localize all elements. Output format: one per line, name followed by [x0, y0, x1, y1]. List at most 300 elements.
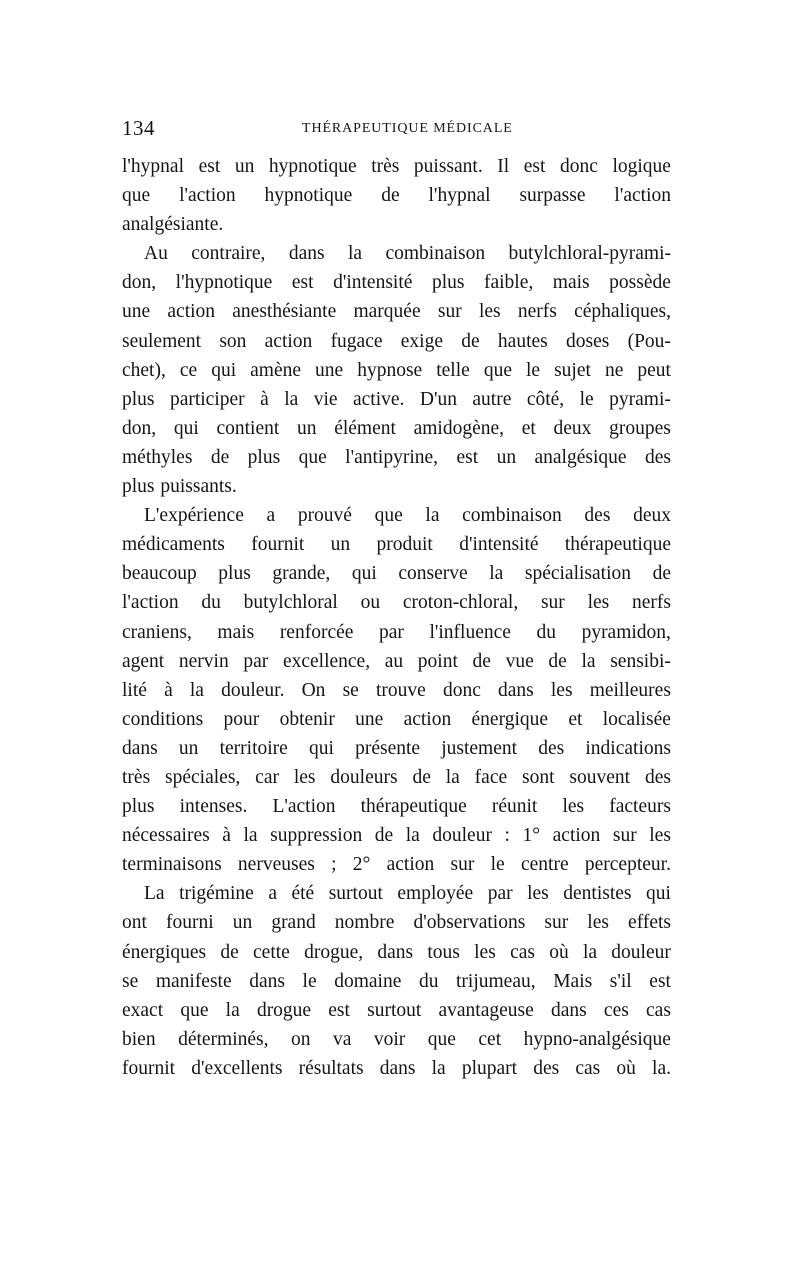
word: L'expérience: [144, 505, 244, 527]
word: que: [122, 185, 151, 207]
word: élément: [334, 417, 396, 439]
text-line: [122, 327, 671, 356]
word: la.: [652, 1057, 671, 1079]
word: ce: [179, 359, 198, 381]
word: avantageuse: [438, 999, 534, 1021]
word: croton-chloral,: [402, 592, 519, 614]
word: surtout: [328, 883, 383, 905]
word: puissant.: [413, 156, 483, 177]
word: plus: [122, 476, 155, 498]
text-line: [122, 588, 671, 617]
word: spéciales,: [165, 766, 241, 788]
word: à: [164, 679, 173, 701]
word: employée: [397, 883, 474, 905]
running-title: THÉRAPEUTIQUE MÉDICALE: [302, 121, 513, 136]
word: une: [315, 359, 344, 381]
word: qui: [211, 359, 237, 381]
text-line: [122, 734, 671, 763]
word: des: [533, 1057, 560, 1079]
word: sur: [437, 301, 462, 323]
word: ou: [360, 592, 381, 614]
word: les: [550, 679, 573, 701]
word: excellence,: [282, 650, 371, 672]
word: cette: [253, 941, 290, 963]
word: est: [198, 156, 221, 177]
word: du: [418, 970, 439, 992]
word: vue: [505, 650, 534, 672]
word: deux: [633, 505, 671, 527]
word: le: [490, 854, 505, 876]
word: été: [291, 883, 315, 905]
word: thérapeutique: [564, 534, 671, 556]
word: participer: [169, 388, 245, 410]
word: grand: [271, 912, 316, 934]
word: de: [381, 185, 400, 207]
word: analgésiante.: [122, 214, 224, 236]
word: le: [526, 359, 541, 381]
word: une: [122, 301, 151, 323]
word: l'antipyrine,: [345, 446, 439, 468]
word: grande,: [272, 563, 331, 585]
word: un: [296, 417, 317, 439]
word: les: [527, 883, 549, 905]
word: hypnose: [357, 359, 423, 381]
word: mais: [552, 272, 590, 294]
word: un: [496, 446, 517, 468]
word: prouvé: [297, 505, 352, 527]
word: 2°: [352, 854, 371, 876]
word: l'hypnal: [122, 156, 185, 177]
word: analgésique: [534, 446, 627, 468]
word: cas: [510, 941, 535, 963]
word: douleur.: [221, 679, 285, 701]
text-line: [122, 414, 671, 443]
word: point: [417, 650, 458, 672]
word: la: [425, 505, 440, 527]
text-line: [122, 1054, 671, 1083]
word: cas: [575, 1057, 601, 1079]
word: sur: [450, 854, 475, 876]
word: trouve: [375, 679, 426, 701]
word: dans: [122, 737, 158, 759]
word: le: [302, 970, 317, 992]
text-line: [122, 239, 671, 268]
word: plupart: [461, 1057, 518, 1079]
word: butylchloral-pyrami-: [508, 243, 671, 265]
word: tous: [427, 941, 460, 963]
word: meilleures: [589, 679, 671, 701]
word: douleur: [611, 941, 671, 963]
word: l'action: [122, 592, 179, 614]
word: dans: [497, 679, 534, 701]
word: la: [581, 650, 596, 672]
word: des: [538, 737, 565, 759]
word: céphaliques,: [574, 301, 671, 323]
word: cas: [646, 999, 671, 1021]
text-line: [122, 443, 671, 472]
text-line: [122, 210, 671, 239]
text-line: [122, 385, 671, 414]
word: une: [355, 708, 384, 730]
word: méthyles: [122, 446, 193, 468]
word: un: [178, 737, 199, 759]
word: don,: [122, 417, 157, 439]
word: est: [523, 156, 546, 177]
word: spécialisation: [524, 563, 631, 585]
word: par: [378, 621, 404, 643]
word: anesthésiante: [232, 301, 337, 323]
word: des: [584, 505, 611, 527]
word: où: [616, 1057, 636, 1079]
text-line: [122, 647, 671, 676]
word: surpasse: [519, 185, 586, 207]
word: ne: [604, 359, 624, 381]
word: la: [582, 941, 598, 963]
word: dans: [249, 970, 285, 992]
page-number: 134: [122, 116, 155, 140]
word: butylchloral: [243, 592, 338, 614]
word: possède: [609, 272, 671, 294]
word: amène: [250, 359, 302, 381]
word: contraire,: [191, 243, 266, 265]
word: est: [328, 999, 350, 1021]
text-line: [122, 530, 671, 559]
word: Mais: [553, 970, 593, 992]
text-line: [122, 559, 671, 588]
word: fournit: [251, 534, 305, 556]
text-line: [122, 763, 671, 792]
word: la: [347, 243, 363, 265]
word: que: [298, 446, 327, 468]
word: action: [552, 825, 601, 847]
word: son: [219, 330, 247, 352]
word: conserve: [398, 563, 468, 585]
text-line: [122, 356, 671, 385]
word: intenses.: [179, 796, 248, 818]
text-line: [122, 908, 671, 937]
text-line: [122, 1025, 671, 1054]
text-line: [122, 181, 671, 210]
word: qui: [351, 563, 377, 585]
word: centre: [520, 854, 569, 876]
word: trigémine: [179, 883, 254, 905]
word: marquée: [353, 301, 421, 323]
word: la: [225, 999, 240, 1021]
word: les: [474, 941, 496, 963]
word: sur: [612, 825, 637, 847]
word: d'intensité: [333, 272, 413, 294]
word: les: [587, 592, 610, 614]
word: car: [255, 766, 279, 788]
word: souvent: [569, 766, 631, 788]
word: est: [649, 970, 671, 992]
word: percepteur.: [584, 854, 671, 876]
word: craniens,: [122, 621, 192, 643]
text-line: [122, 879, 671, 908]
word: côté,: [526, 388, 565, 410]
word: drogue,: [304, 941, 364, 963]
word: la: [189, 679, 204, 701]
word: donc: [442, 679, 481, 701]
word: se: [122, 970, 139, 992]
word: pour: [223, 708, 260, 730]
word: plus: [247, 446, 281, 468]
word: médicaments: [122, 534, 225, 556]
word: réunit: [491, 796, 538, 818]
word: don,: [122, 272, 157, 294]
word: thérapeutique: [360, 796, 467, 818]
body-text: [122, 152, 671, 1083]
word: exige: [400, 330, 444, 352]
running-head: [122, 117, 671, 139]
word: du: [536, 621, 556, 643]
text-line: [122, 850, 671, 879]
word: beaucoup: [122, 563, 197, 585]
word: sur: [544, 912, 569, 934]
word: la: [445, 766, 460, 788]
word: action: [167, 301, 216, 323]
word: l'action: [179, 185, 236, 207]
word: dans: [288, 243, 325, 265]
word: de: [220, 941, 239, 963]
word: trijumeau,: [456, 970, 536, 992]
word: D'un: [419, 388, 457, 410]
word: résultats: [298, 1057, 364, 1079]
text-line: [122, 705, 671, 734]
word: face: [474, 766, 508, 788]
word: combinaison: [385, 243, 486, 265]
word: dans: [377, 941, 414, 963]
word: action: [264, 330, 313, 352]
text-line: [122, 676, 671, 705]
word: hypnotique: [264, 185, 353, 207]
word: On: [301, 679, 326, 701]
text-line: [122, 792, 671, 821]
word: hautes: [497, 330, 548, 352]
word: La: [144, 883, 165, 905]
word: terminaisons: [122, 854, 222, 876]
word: agent: [122, 650, 165, 672]
word: des: [644, 766, 671, 788]
word: les: [649, 825, 671, 847]
word: d'excellents: [191, 1057, 283, 1079]
word: effets: [628, 912, 671, 934]
word: et: [568, 708, 583, 730]
word: nombre: [334, 912, 395, 934]
word: énergique: [471, 708, 549, 730]
word: conditions: [122, 708, 204, 730]
word: sensibi-: [610, 650, 671, 672]
word: vie: [313, 388, 338, 410]
text-line: [122, 501, 671, 530]
word: les: [478, 301, 501, 323]
word: deux: [553, 417, 592, 439]
word: de: [461, 330, 480, 352]
word: va: [332, 1028, 352, 1050]
word: que: [180, 999, 209, 1021]
word: nervin: [178, 650, 229, 672]
word: manifeste: [155, 970, 232, 992]
word: drogue: [256, 999, 312, 1021]
word: :: [504, 825, 510, 847]
word: 1°: [522, 825, 541, 847]
word: l'action: [614, 185, 671, 207]
word: de: [412, 766, 431, 788]
word: un: [330, 534, 351, 556]
word: dans: [379, 1057, 416, 1079]
word: à: [260, 388, 269, 410]
word: la: [405, 825, 420, 847]
word: plus: [431, 272, 465, 294]
word: obtenir: [279, 708, 335, 730]
word: présente: [355, 737, 421, 759]
word: combinaison: [462, 505, 562, 527]
word: fugace: [330, 330, 383, 352]
word: au: [384, 650, 404, 672]
word: la: [243, 825, 258, 847]
word: d'intensité: [459, 534, 539, 556]
word: que: [483, 359, 512, 381]
word: a: [268, 883, 277, 905]
word: hypnotique: [268, 156, 357, 177]
word: hypno-analgésique: [523, 1028, 671, 1050]
word: faible,: [483, 272, 534, 294]
text-line: [122, 821, 671, 850]
word: fournit: [122, 1057, 176, 1079]
word: énergiques: [122, 941, 207, 963]
word: contient: [216, 417, 280, 439]
word: par: [243, 650, 269, 672]
text-line: [122, 938, 671, 967]
word: groupes: [609, 417, 671, 439]
word: voir: [373, 1028, 406, 1050]
word: puissants.: [160, 476, 237, 498]
word: indications: [585, 737, 671, 759]
word: donc: [559, 156, 598, 177]
word: logique: [612, 156, 671, 177]
text-line: [122, 297, 671, 326]
text-line: [122, 618, 671, 647]
word: que: [427, 1028, 456, 1050]
word: plus: [122, 796, 155, 818]
word: sur: [540, 592, 565, 614]
word: (Pou-: [627, 330, 671, 352]
word: de: [374, 825, 394, 847]
word: dans: [550, 999, 587, 1021]
word: douleurs: [330, 766, 398, 788]
word: action: [386, 854, 435, 876]
word: mais: [217, 621, 255, 643]
word: ces: [603, 999, 629, 1021]
word: nerfs: [632, 592, 671, 614]
word: active.: [352, 388, 405, 410]
word: a: [266, 505, 276, 527]
word: renforcée: [279, 621, 354, 643]
word: plus: [218, 563, 251, 585]
word: ;: [331, 854, 337, 876]
word: un: [232, 912, 253, 934]
word: produit: [376, 534, 433, 556]
word: cet: [478, 1028, 502, 1050]
word: très: [122, 766, 151, 788]
word: lité: [122, 679, 147, 701]
word: de: [210, 446, 230, 468]
word: ont: [122, 912, 147, 934]
word: surtout: [367, 999, 422, 1021]
word: se: [342, 679, 359, 701]
text-line: [122, 472, 671, 501]
word: nerveuses: [237, 854, 315, 876]
word: s'il: [609, 970, 632, 992]
word: des: [644, 446, 671, 468]
word: de: [472, 650, 491, 672]
word: bien: [122, 1028, 156, 1050]
word: nécessaires: [122, 825, 210, 847]
word: fourni: [166, 912, 214, 934]
word: de: [548, 650, 567, 672]
text-line: [122, 152, 671, 181]
word: la: [489, 563, 504, 585]
word: domaine: [334, 970, 402, 992]
word: seulement: [122, 330, 202, 352]
word: et: [521, 417, 536, 439]
word: plus: [122, 388, 155, 410]
word: que: [374, 505, 403, 527]
word: du: [201, 592, 221, 614]
word: action: [403, 708, 452, 730]
word: la: [284, 388, 299, 410]
word: les: [293, 766, 316, 788]
word: sujet: [554, 359, 591, 381]
word: doses: [566, 330, 610, 352]
word: l'influence: [429, 621, 511, 643]
text-line: [122, 996, 671, 1025]
word: dentistes: [563, 883, 632, 905]
word: un: [234, 156, 255, 177]
text-line: [122, 268, 671, 297]
text-line: [122, 967, 671, 996]
word: facteurs: [609, 796, 671, 818]
word: très: [371, 156, 400, 177]
word: le: [579, 388, 594, 410]
word: pyramidon,: [581, 621, 671, 643]
word: à: [222, 825, 231, 847]
word: est: [456, 446, 479, 468]
word: L'action: [272, 796, 336, 818]
word: localisée: [602, 708, 671, 730]
word: qui: [173, 417, 199, 439]
word: les: [587, 912, 609, 934]
word: Au: [144, 243, 168, 265]
word: nerfs: [517, 301, 557, 323]
word: telle: [436, 359, 470, 381]
word: la: [431, 1057, 446, 1079]
word: on: [290, 1028, 311, 1050]
word: qui: [646, 883, 671, 905]
word: l'hypnal: [428, 185, 491, 207]
word: peut: [637, 359, 671, 381]
word: pyrami-: [609, 388, 671, 410]
word: où: [549, 941, 569, 963]
word: qui: [308, 737, 334, 759]
word: suppression: [270, 825, 363, 847]
word: exact: [122, 999, 164, 1021]
word: chet),: [122, 359, 166, 381]
word: est: [291, 272, 314, 294]
word: douleur: [432, 825, 492, 847]
word: d'observations: [413, 912, 526, 934]
word: Il: [497, 156, 510, 177]
